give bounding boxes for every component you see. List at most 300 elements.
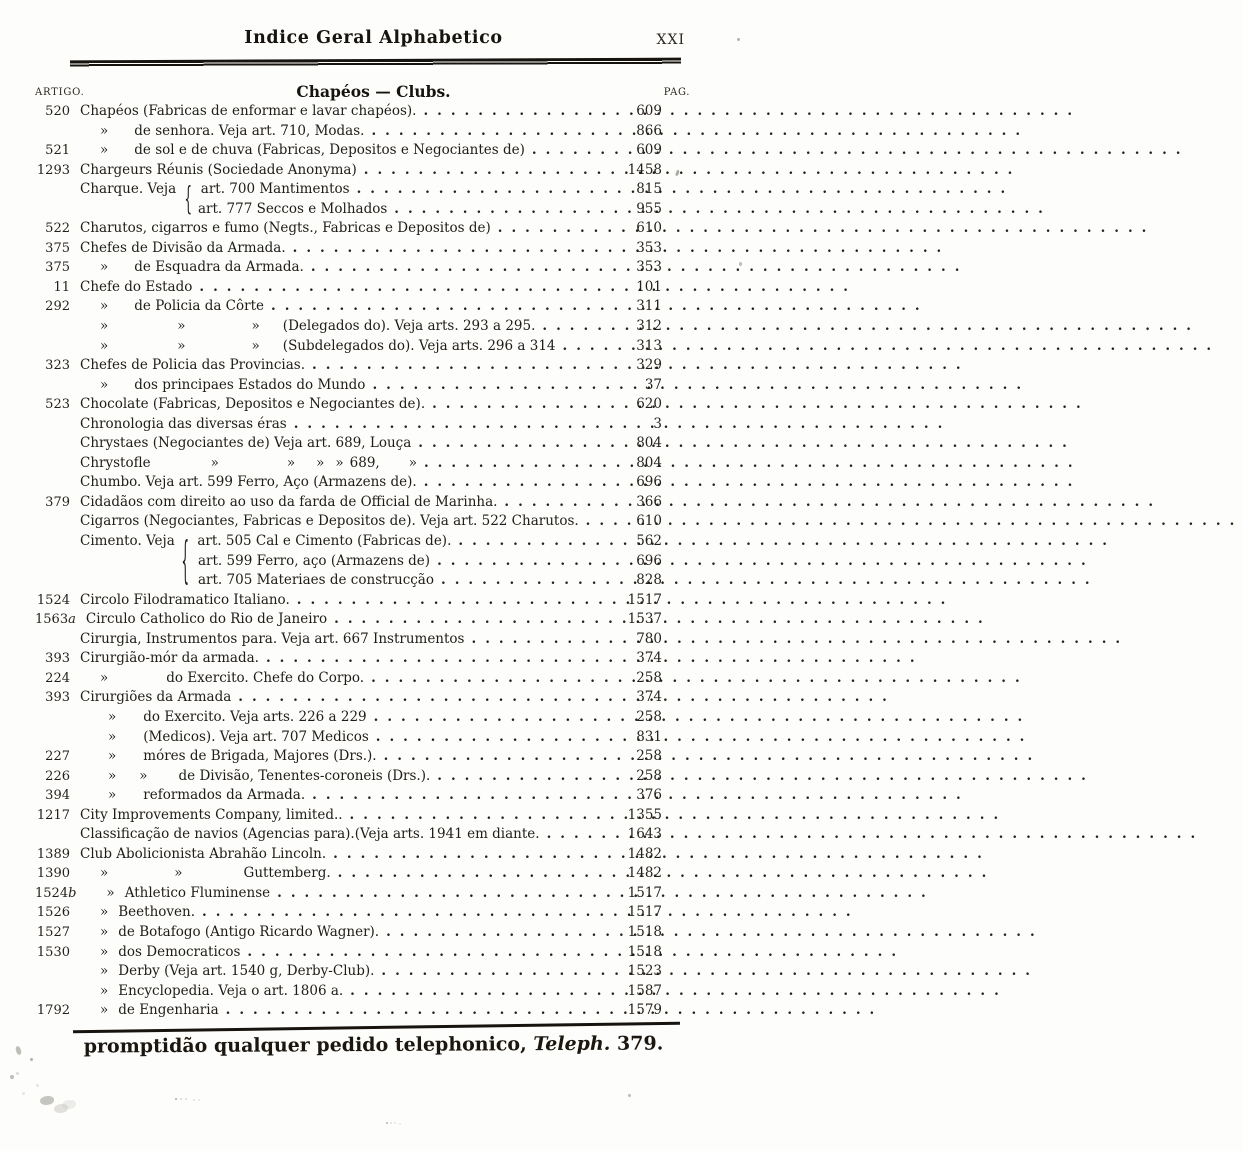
page-number: 258	[636, 669, 662, 686]
ditto-mark: »	[108, 748, 117, 765]
dot-leader	[367, 709, 618, 725]
artigo-number: 11	[53, 279, 70, 295]
index-row	[35, 455, 662, 475]
section-title: Chapéos — Clubs.	[296, 82, 451, 101]
entry-segment: art. 777 Seccos e Molhados	[198, 200, 388, 217]
index-row	[35, 689, 662, 709]
page-title: Indice Geral Alphabetico	[244, 28, 503, 48]
page-number: 610	[636, 220, 662, 237]
artigo-number: 521	[45, 143, 70, 159]
entry-segment: Cirurgiões da Armada	[80, 689, 232, 706]
index-row	[35, 631, 662, 651]
entry-text	[80, 963, 618, 979]
index-row	[35, 435, 662, 455]
entry-text	[80, 865, 618, 881]
entry-segment: Athletico Fluminense	[124, 884, 271, 901]
dot-leader	[240, 944, 618, 960]
artigo-number: 393	[45, 651, 70, 667]
entry-text	[80, 201, 618, 217]
artigo-suffix: b	[68, 885, 77, 901]
entry-segment: Chronologia das diversas éras	[80, 415, 287, 432]
artigo-number: 520	[45, 104, 70, 119]
entry-segment: Cirurgia, Instrumentos para. Veja art. 667 Instrumentos	[80, 630, 465, 647]
page-number: 258	[636, 708, 662, 725]
dot-leader	[365, 377, 618, 393]
ditto-mark: »	[251, 337, 260, 354]
entry-segment: (Subdelegados do). Veja arts. 296 a 314	[282, 337, 556, 354]
artigo-number: 1390	[36, 866, 70, 882]
dot-leader	[264, 298, 618, 314]
entry-segment: de Engenharia	[118, 1002, 219, 1019]
entry-segment: Chefes de Divisão da Armada.	[80, 239, 286, 256]
entry-segment: Chapéos (Fabricas de enformar e lavar chapéos).	[80, 103, 417, 119]
page-number: 610	[636, 513, 662, 530]
page-number: 1517	[627, 884, 662, 901]
entry-segment: Chargeurs Réunis (Sociedade Anonyma)	[80, 161, 357, 178]
page-number: 1643	[627, 826, 662, 843]
index-row	[35, 396, 662, 416]
index-row	[35, 279, 662, 299]
entry-segment: Chocolate (Fabricas, Depositos e Negociantes de).	[80, 396, 426, 413]
ditto-mark: »	[100, 376, 109, 393]
entry-segment: Chumbo. Veja art. 599 Ferro, Aço (Armazens de).	[80, 474, 417, 491]
index-row	[35, 865, 662, 885]
artigo-number: 523	[45, 397, 70, 413]
artigo-number: 323	[45, 358, 70, 374]
entry-text	[80, 650, 618, 666]
index-row	[35, 787, 662, 807]
artigo-number: 1524	[36, 592, 70, 608]
scan-speckle	[386, 1122, 388, 1124]
page-number: 312	[636, 318, 662, 335]
dot-leader	[195, 904, 618, 920]
page-number: 831	[636, 728, 662, 745]
entry-text	[80, 377, 618, 393]
page-number: 313	[636, 337, 662, 354]
dot-leader	[411, 435, 618, 451]
dot-leader	[430, 553, 618, 569]
dot-leader	[305, 787, 618, 803]
entry-text	[80, 748, 618, 764]
ditto-mark: »	[100, 923, 109, 940]
scan-speckle	[628, 1094, 631, 1097]
dot-leader	[327, 611, 618, 627]
dot-leader	[525, 142, 618, 158]
dot-leader	[343, 983, 618, 999]
page-number: 804	[636, 454, 662, 471]
page-number: 866	[636, 122, 662, 139]
brace-glyph: {	[184, 181, 193, 220]
page-number: 1517	[627, 591, 662, 608]
index-row	[35, 670, 662, 690]
ditto-mark: »	[100, 142, 109, 159]
ditto-mark: »	[316, 454, 325, 471]
index-row	[35, 357, 662, 377]
ditto-mark: »	[177, 318, 186, 335]
entry-text	[80, 103, 618, 119]
entry-text	[80, 826, 618, 842]
ditto-mark: »	[100, 963, 109, 980]
dot-leader	[497, 494, 618, 510]
index-row	[35, 768, 662, 788]
page-number: 1355	[627, 806, 662, 823]
dot-leader	[556, 338, 618, 354]
entry-segment: Classificação de navios (Agencias para).(Veja arts. 1941 em diante.	[80, 826, 540, 843]
entry-text	[80, 553, 618, 569]
footer-teleph-label: Teleph.	[533, 1032, 611, 1056]
entry-text	[80, 670, 618, 686]
entry-segment: Chrystofle	[80, 454, 151, 471]
entry-text	[80, 474, 618, 490]
entry-segment: Charque. Veja	[80, 181, 177, 198]
ditto-mark: »	[100, 337, 109, 354]
entry-text	[80, 298, 618, 314]
ditto-mark: »	[139, 767, 148, 784]
index-row	[35, 846, 662, 866]
index-row	[35, 474, 662, 494]
brace-glyph: {	[181, 532, 189, 592]
entry-text	[80, 729, 618, 745]
index-row	[35, 983, 662, 1003]
index-row	[35, 650, 662, 670]
page-number: 258	[636, 748, 662, 765]
page-number: 804	[636, 435, 662, 452]
entry-segment: de Divisão, Tenentes-coroneis (Drs.).	[178, 767, 431, 784]
index-row	[35, 298, 662, 318]
artigo-number: 226	[45, 768, 70, 784]
entry-segment: art. 505 Cal e Cimento (Fabricas de).	[197, 533, 452, 550]
entry-text	[80, 279, 618, 295]
index-row	[35, 963, 662, 983]
page-number: 828	[636, 572, 662, 589]
page-number: 101	[636, 278, 662, 295]
dot-leader	[430, 768, 618, 784]
page-number: 1537	[627, 611, 662, 628]
page-number: 366	[636, 493, 662, 510]
index-row	[35, 201, 662, 221]
artigo-number: 379	[45, 494, 70, 510]
index-row	[35, 729, 662, 749]
entry-text	[80, 572, 618, 588]
scan-speckle	[10, 1075, 14, 1079]
entry-segment: Beethoven.	[118, 904, 196, 921]
footer-teleph-number: 379.	[616, 1032, 664, 1055]
entry-text	[80, 846, 618, 862]
scan-speckle	[40, 1096, 54, 1105]
dot-leader	[535, 318, 618, 334]
index-row	[35, 592, 662, 612]
entry-text	[86, 885, 618, 901]
page-number: 562	[636, 533, 662, 550]
dot-leader	[343, 807, 618, 823]
dot-leader	[287, 416, 618, 432]
page-number: 1518	[627, 923, 662, 940]
page-number: 696	[636, 552, 662, 569]
dot-leader	[290, 592, 618, 608]
entry-segment: Cimento. Veja	[80, 533, 175, 550]
page-number: 955	[636, 200, 662, 217]
index-row	[35, 611, 662, 631]
entry-text	[80, 924, 618, 940]
index-row	[35, 162, 662, 182]
index-row	[35, 240, 662, 260]
artigo-number: 375	[45, 240, 70, 256]
entry-text	[80, 123, 618, 139]
entry-text	[80, 162, 618, 178]
page-number: 329	[636, 357, 662, 374]
artigo-number: 375	[45, 260, 70, 276]
ditto-mark: »	[100, 904, 109, 921]
artigo-number: 1526	[36, 905, 70, 921]
footer-text: promptidão qualquer pedido telephonico,	[83, 1033, 527, 1058]
entry-segment: de sol e de chuva (Fabricas, Depositos e Negociantes de)	[134, 142, 525, 159]
dot-leader	[286, 240, 618, 256]
page-number: 376	[636, 787, 662, 804]
entry-segment: art. 700 Mantimentos	[200, 181, 350, 198]
index-row	[35, 826, 662, 846]
index-row	[35, 904, 662, 924]
index-row	[35, 377, 662, 397]
page-number: 258	[636, 767, 662, 784]
dot-leader	[326, 846, 618, 862]
page-number: 609	[636, 142, 662, 159]
entry-text	[80, 768, 618, 784]
page-number: 1517	[627, 904, 662, 921]
ditto-mark: »	[108, 767, 117, 784]
ditto-mark: »	[108, 728, 117, 745]
dot-leader	[259, 650, 618, 666]
artigo-number: 393	[45, 690, 70, 706]
index-rows	[35, 103, 662, 1022]
entry-segment: Club Abolicionista Abrahão Lincoln.	[80, 845, 327, 862]
entry-segment: de Policia da Côrte	[134, 298, 265, 315]
entry-segment: Cirurgião-mór da armada.	[80, 650, 259, 667]
page-number: 1587	[627, 982, 662, 999]
page-number: 353	[636, 239, 662, 256]
dot-leader	[331, 865, 618, 881]
entry-segment: Derby (Veja art. 1540 g, Derby-Club).	[118, 963, 375, 980]
entry-text	[80, 689, 618, 705]
footer-advert-line	[0, 1032, 747, 1058]
entry-segment: Circulo Catholico do Rio de Janeiro	[85, 611, 328, 628]
dot-leader	[192, 279, 618, 295]
page-number: 620	[636, 396, 662, 413]
entry-segment: Encyclopedia. Veja o art. 1806 a.	[118, 982, 344, 999]
artigo-number: 1217	[36, 807, 70, 823]
index-row	[35, 220, 662, 240]
ditto-mark: »	[286, 454, 296, 471]
dot-leader	[231, 689, 618, 705]
index-row	[35, 494, 662, 514]
entry-segment: Cigarros (Negociantes, Fabricas e Depositos de). Veja art. 522 Charutos.	[80, 513, 579, 530]
artigo-number: 1524b	[35, 885, 77, 901]
entry-text	[80, 709, 618, 725]
entry-segment: de Esquadra da Armada.	[134, 259, 304, 276]
ditto-mark: »	[174, 865, 183, 882]
entry-text	[80, 1002, 618, 1018]
entry-segment: Chefes de Policia das Provincias.	[80, 357, 306, 374]
entry-text	[80, 494, 618, 510]
footer-rule	[73, 1022, 680, 1033]
dot-leader	[364, 670, 618, 686]
artigo-number: 1293	[36, 162, 70, 178]
ditto-mark: »	[100, 259, 109, 276]
entry-text	[80, 338, 618, 354]
index-row	[35, 748, 662, 768]
entry-segment: de Botafogo (Antigo Ricardo Wagner).	[118, 923, 380, 940]
ditto-mark: »	[100, 298, 109, 315]
entry-text	[80, 416, 618, 432]
ditto-mark: »	[100, 669, 109, 686]
scan-speckle	[737, 38, 740, 41]
scan-speckle	[739, 262, 742, 266]
ditto-mark: »	[100, 1002, 109, 1019]
entry-segment: (Delegados do). Veja arts. 293 a 295.	[282, 318, 536, 335]
dot-leader	[357, 162, 618, 178]
entry-text	[80, 259, 618, 275]
entry-segment: 689,	[349, 454, 380, 471]
ditto-mark: »	[210, 454, 219, 471]
ditto-mark: »	[108, 708, 117, 725]
artigo-number: 522	[45, 221, 70, 237]
page-number: 353	[636, 259, 662, 276]
header-double-rule	[70, 58, 681, 68]
entry-segment: Charutos, cigarros e fumo (Negts., Fabricas e Depositos de)	[80, 220, 491, 237]
index-row	[35, 338, 662, 358]
index-row	[35, 416, 662, 436]
entry-segment: dos principaes Estados do Mundo	[134, 376, 366, 393]
entry-text	[80, 592, 618, 608]
artigo-column-label: ARTIGO.	[35, 87, 85, 98]
entry-segment: reformados da Armada.	[143, 787, 306, 804]
dot-leader	[270, 885, 618, 901]
dot-leader	[417, 474, 618, 490]
artigo-number: 292	[45, 299, 70, 315]
entry-text	[80, 787, 618, 803]
entry-segment: Cidadãos com direito ao uso da farda de Official de Marinha.	[80, 493, 498, 510]
artigo-number: 394	[45, 788, 70, 804]
dot-leader	[491, 220, 618, 236]
page-number: 374	[636, 650, 662, 667]
ditto-mark: »	[251, 318, 260, 335]
dot-leader	[374, 963, 618, 979]
index-row	[35, 1002, 662, 1022]
dot-leader	[387, 201, 618, 217]
page-header	[0, 28, 747, 54]
entry-segment: do Exercito. Chefe do Corpo.	[166, 669, 365, 686]
index-row	[35, 513, 662, 533]
entry-segment: Chrystaes (Negociantes de) Veja art. 689, Louça	[80, 435, 412, 452]
entry-segment: Circolo Filodramatico Italiano.	[80, 591, 290, 608]
page-number: 1482	[627, 845, 662, 862]
index-row	[35, 142, 662, 162]
artigo-number: 1563a	[35, 612, 76, 628]
dot-leader	[579, 513, 618, 529]
page-number: 1482	[627, 865, 662, 882]
entry-text	[80, 220, 618, 236]
artigo-number: 227	[45, 749, 70, 765]
ditto-mark: »	[108, 787, 117, 804]
artigo-number: 1792	[36, 1003, 70, 1019]
index-row	[35, 103, 662, 123]
entry-text	[86, 611, 618, 627]
entry-text	[80, 240, 618, 256]
index-row	[35, 318, 662, 338]
dot-leader	[465, 631, 619, 647]
page-number: 780	[636, 630, 662, 647]
index-row	[35, 123, 662, 143]
dot-leader	[434, 572, 618, 588]
artigo-number: 224	[45, 670, 70, 686]
index-row	[35, 944, 662, 964]
artigo-number: 1389	[36, 846, 70, 862]
entry-segment: de senhora. Veja art. 710, Modas.	[134, 122, 365, 139]
page-number: 37	[644, 376, 662, 393]
entry-text	[80, 807, 618, 823]
dot-leader	[377, 748, 618, 764]
artigo-number: 1530	[36, 944, 70, 960]
index-row	[35, 709, 662, 729]
page-number: 1523	[627, 963, 662, 980]
index-row	[35, 259, 662, 279]
dot-leader	[304, 259, 618, 275]
ditto-mark: »	[100, 122, 109, 139]
page-number: 1579	[627, 1002, 662, 1019]
artigo-suffix: a	[68, 612, 76, 628]
index-row	[35, 572, 662, 592]
index-row	[35, 553, 662, 573]
page-number: 311	[636, 298, 662, 315]
entry-segment: Chefe do Estado	[80, 278, 193, 295]
entry-text	[80, 318, 618, 334]
ditto-mark: »	[408, 454, 417, 471]
dot-leader	[451, 533, 618, 549]
entry-text	[80, 396, 618, 412]
entry-text	[80, 904, 618, 920]
entry-segment: art. 705 Materiaes de construcção	[198, 572, 434, 589]
entry-segment: City Improvements Company, limited..	[80, 806, 343, 823]
dot-leader	[425, 396, 618, 412]
entry-segment: (Medicos). Veja art. 707 Medicos	[143, 728, 369, 745]
entry-segment: Guttemberg.	[243, 865, 331, 882]
entry-text	[80, 631, 618, 647]
dot-leader	[540, 826, 618, 842]
entry-text	[80, 983, 618, 999]
entry-text	[80, 357, 618, 373]
ditto-mark: »	[100, 318, 109, 335]
ditto-mark: »	[100, 943, 109, 960]
page-number: 609	[636, 103, 662, 119]
entry-segment: móres de Brigada, Majores (Drs.).	[143, 748, 377, 765]
dot-leader	[416, 103, 618, 119]
entry-segment: do Exercito. Veja arts. 226 a 229	[143, 708, 367, 725]
entry-text	[80, 455, 618, 471]
entry-text	[80, 435, 618, 451]
ditto-mark: »	[335, 454, 344, 471]
scan-speckle	[30, 1058, 33, 1061]
index-row	[35, 807, 662, 827]
dot-leader	[219, 1002, 618, 1018]
dot-leader	[350, 181, 618, 197]
dot-leader	[364, 123, 618, 139]
column-headings	[35, 82, 690, 101]
page-number: 696	[636, 474, 662, 491]
artigo-number: 1527	[36, 924, 70, 940]
ditto-mark: »	[100, 865, 109, 882]
page-roman-number: XXI	[656, 32, 685, 48]
entry-text	[80, 513, 618, 529]
entry-text	[80, 142, 618, 158]
